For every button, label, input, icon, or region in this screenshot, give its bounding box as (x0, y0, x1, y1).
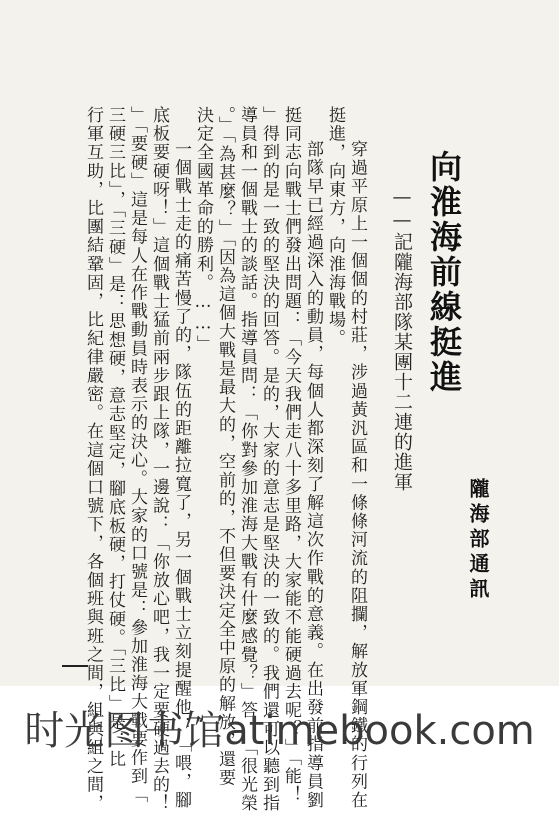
page-number (62, 665, 88, 667)
body-column: 決定全國革命的勝利。……」 (193, 106, 213, 354)
article-title: 向淮海前線挺進 (425, 150, 463, 395)
body-column: 行軍互助，比團結鞏固，比紀律嚴密。在這個口號下，各個班與班之間，組與組之間， (83, 106, 103, 813)
body-column: 三硬三比」，「三硬」是：思想硬，意志堅定，腳底板硬，打仗硬。「三比」是：比 (105, 106, 125, 769)
body-column: 導員和一個戰士的談話。指導員問：「你對參加淮海大戰有什麼感覺？」答：「很光榮 (237, 106, 257, 813)
body-column: 挺同志向戰士們發出問題：「今天我們走八十多里路，大家能不能硬過去呢？」「能！ (281, 106, 301, 805)
body-column: 挺進，向東方，向淮海戰場。 (325, 106, 345, 348)
body-column: 。」「為甚麼？」「因為這個大戰是最大的，空前的，不但要決定全中原的解放，還要 (215, 106, 235, 788)
body-column: 部隊早已經過深入的動員，每個人都深刻了解這次作戰的意義。在出發前指導員劉 (303, 140, 323, 810)
body-column: 」得到的是一致的堅決的回答。是的，大家的意志是堅決的一致的。我們還可以聽到指 (259, 106, 279, 813)
body-column: 」「要硬」這是每人在作戰動員時表示的決心。大家的口號是：參加淮海大戰要作到「 (127, 106, 147, 805)
body-column: 穿過平原上一個個的村莊，涉過黃汎區和一條條河流的阻攔，解放軍鋼鐵的行列在 (347, 140, 367, 810)
body-column: 底板要硬呀！」這個戰士猛前兩步跟上隊，一邊說：「你放心吧，我一定要硬過去的！ (149, 106, 169, 813)
watermark: 时光图书馆atimebook.com (24, 707, 535, 754)
body-column: 一個戰士走的痛苦慢了的，隊伍的距離拉寬了，另一個戰士立刻提醒他：「喂，腳 (171, 140, 191, 810)
article-byline: 隴海部通訊 (466, 478, 490, 603)
article-subtitle: ——記隴海部隊某團十二連的進軍 (391, 186, 413, 492)
